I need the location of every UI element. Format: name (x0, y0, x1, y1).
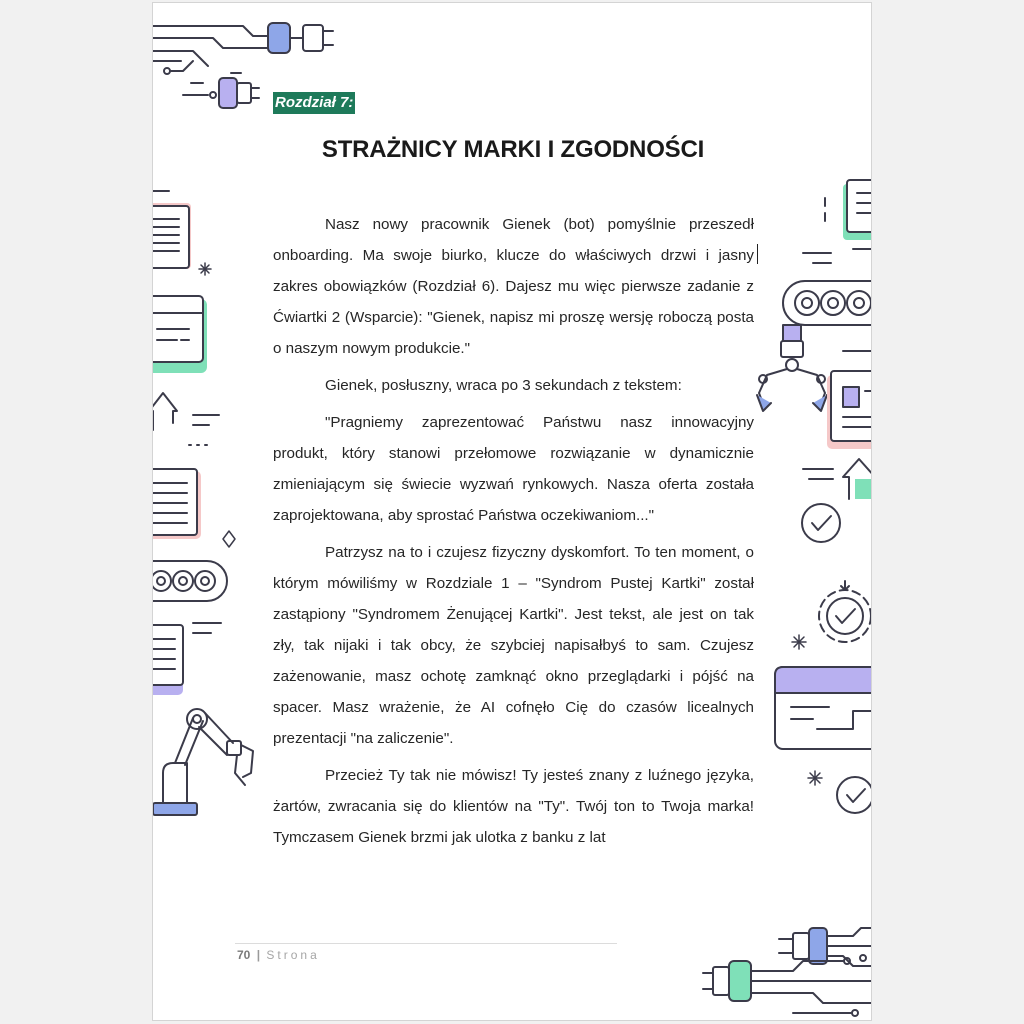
checkmark-circle-icon (837, 777, 872, 813)
chapter-title: STRAŻNICY MARKI I ZGODNOŚCI (321, 136, 705, 163)
document-page (152, 2, 872, 1021)
robot-claw-icon (757, 325, 827, 411)
upload-arrow-icon (803, 459, 872, 499)
paragraph[interactable]: "Pragniemy zaprezentować Państwu nasz innowacyjny produkt, który stanowi przełomowe rozwiązanie w dynamicznie zmieniającym się świecie wyzwań rynkowych. Nasza oferta została zaprojektowana, aby sprostać Państwa oczekiwaniom..." (273, 414, 754, 524)
sparkle-icon (808, 771, 822, 785)
paragraph[interactable]: Nasz nowy pracownik Gienek (bot) pomyślnie przeszedł onboarding. Ma swoje biurko, klucze do właściwych drzwi i jasny zakres obowiązków (Rozdział 6). Dajesz mu więc pierwsze zadanie z Ćwiartki 2 (Wsparcie): "Gienek, napisz mi proszę wersję roboczą posta o naszym nowym produkcie." (273, 216, 754, 357)
document-icon (153, 469, 201, 539)
conveyor-belt-icon (153, 561, 227, 633)
document-icon (803, 180, 872, 263)
sparkle-icon (792, 635, 806, 649)
page-footer (237, 948, 320, 962)
chapter-label: Rozdział 7: (273, 92, 355, 114)
paragraph[interactable]: Przecież Ty tak nie mówisz! Ty jesteś znany z luźnego języka, żartów, zwracania się do klientów na "Ty". Twój ton to Twoja marka! Tymczasem Gienek brzmi jak ulotka z banku z lat (273, 767, 754, 846)
document-icon (153, 191, 191, 269)
footer-separator: | (256, 948, 261, 962)
plug-icon (153, 23, 333, 74)
body-text[interactable] (273, 209, 754, 859)
checkmark-circle-icon (819, 581, 871, 642)
plug-icon (183, 73, 259, 108)
browser-window-icon (775, 667, 872, 749)
checkmark-circle-icon (802, 504, 840, 542)
footer-divider (235, 943, 617, 944)
page-number: 70 (237, 948, 251, 962)
sparkle-icon (199, 263, 211, 275)
plug-icon (703, 958, 872, 1016)
paragraph[interactable]: Gienek, posłuszny, wraca po 3 sekundach z tekstem: (325, 377, 682, 394)
browser-window-icon (827, 371, 872, 449)
sparkle-icon (223, 531, 235, 547)
text-cursor (757, 244, 758, 264)
browser-window-icon (153, 296, 207, 373)
robot-arm-icon (153, 709, 253, 815)
paragraph[interactable]: Patrzysz na to i czujesz fizyczny dyskomfort. To ten moment, o którym mówiliśmy w Rozdziale 1 – "Syndrom Pustej Kartki" został zastąpiony "Syndromem Żenującej Kartki". Jest tekst, ale jest on tak zły, tak nijaki i tak obcy, że szybciej napisałbyś to sam. Czujesz zażenowanie, masz ochotę zamknąć okno przeglądarki i pójść na spacer. Masz wrażenie, że AI cofnęło Cię do czasów licealnych prezentacji "na zaliczenie". (273, 544, 754, 747)
browser-window-icon (153, 625, 183, 695)
page-word: Strona (266, 948, 320, 962)
upload-arrow-icon (153, 393, 219, 445)
